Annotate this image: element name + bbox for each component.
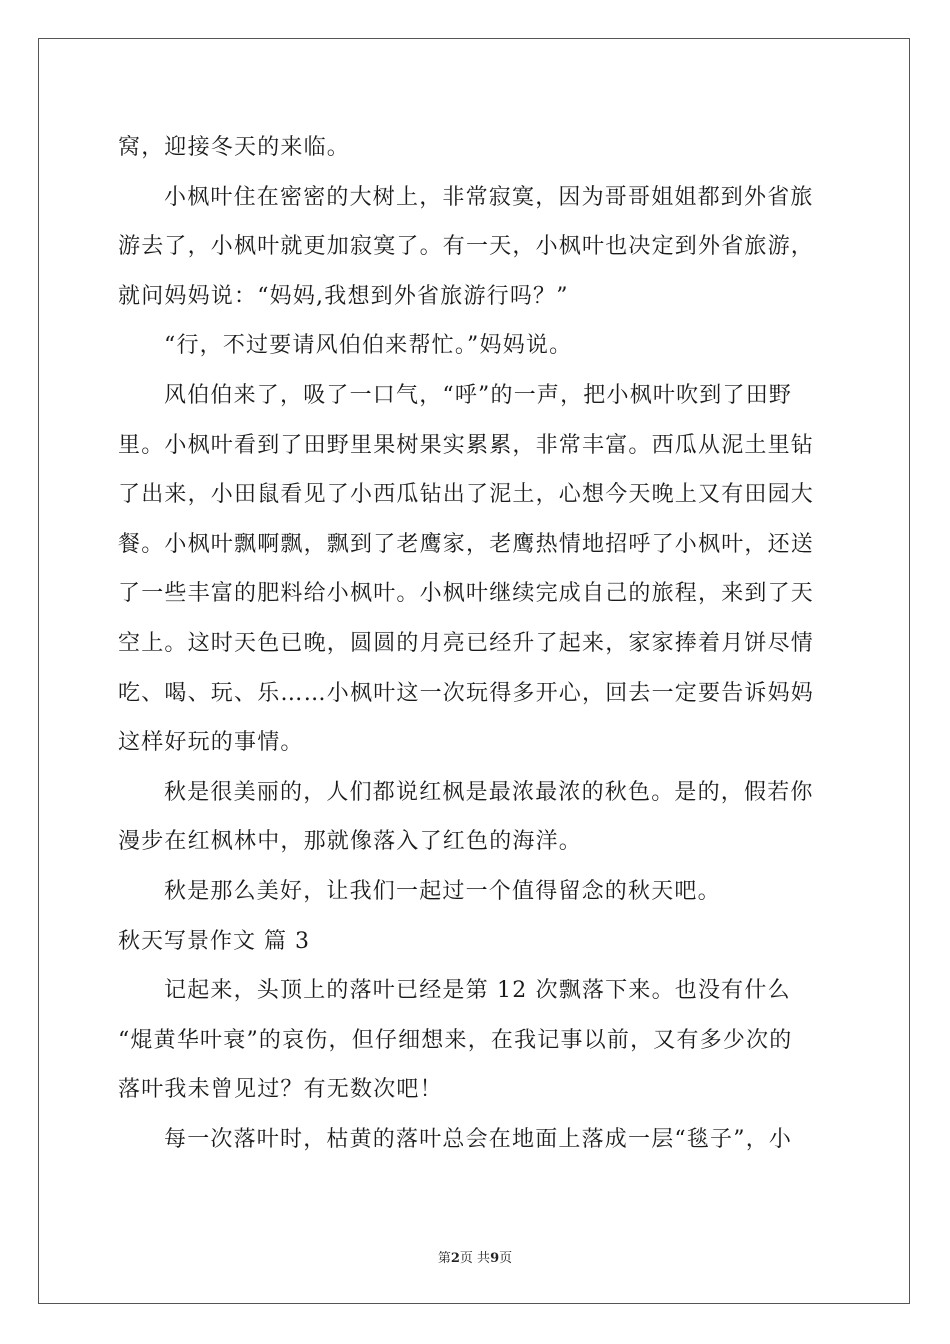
text-line: 了一些丰富的肥料给小枫叶。小枫叶继续完成自己的旅程，来到了天: [118, 581, 815, 607]
footer-total-pages: 9: [490, 1251, 500, 1266]
text-line: 风伯伯来了，吸了一口气，“呼”的一声，把小枫叶吹到了田野: [164, 382, 793, 408]
text-line: 每一次落叶时，枯黄的落叶总会在地面上落成一层“毯子”，小: [164, 1126, 793, 1152]
text-line: 吃、喝、玩、乐……小枫叶这一次玩得多开心，回去一定要告诉妈妈: [118, 680, 815, 706]
text-line: “行，不过要请风伯伯来帮忙。”妈妈说。: [164, 333, 573, 359]
text-line: 记起来，头顶上的落叶已经是第 12 次飘落下来。也没有什么: [164, 978, 791, 1004]
text-line: 了出来，小田鼠看见了小西瓜钻出了泥土，心想今天晚上又有田园大: [118, 482, 815, 508]
text-line: “焜黄华叶衰”的哀伤，但仔细想来，在我记事以前，又有多少次的: [118, 1027, 793, 1053]
text-line: 秋是那么美好，让我们一起过一个值得留念的秋天吧。: [164, 878, 721, 904]
footer-prefix: 第: [437, 1251, 451, 1266]
text-line: 秋是很美丽的，人们都说红枫是最浓最浓的秋色。是的，假若你: [164, 779, 814, 805]
page-footer: [0, 1247, 950, 1266]
text-line: 游去了，小枫叶就更加寂寞了。有一天，小枫叶也决定到外省旅游，: [118, 234, 815, 260]
text-line: 窝，迎接冬天的来临。: [118, 135, 351, 160]
footer-suffix: 页: [499, 1251, 513, 1266]
footer-current-page: 2: [450, 1251, 460, 1266]
footer-middle: 页 共: [459, 1251, 491, 1266]
text-line: 小枫叶住在密密的大树上，非常寂寞，因为哥哥姐姐都到外省旅: [164, 184, 814, 210]
text-line: 空上。这时天色已晚，圆圆的月亮已经升了起来，家家捧着月饼尽情: [118, 630, 815, 656]
text-line: 就问妈妈说：“妈妈,我想到外省旅游行吗？”: [118, 283, 569, 309]
text-line: 里。小枫叶看到了田野里果树果实累累，非常丰富。西瓜从泥土里钻: [118, 432, 815, 458]
text-line: 漫步在红枫林中，那就像落入了红色的海洋。: [118, 829, 583, 855]
document-body: [118, 128, 832, 1169]
text-line: 这样好玩的事情。: [118, 730, 304, 756]
text-line: 餐。小枫叶飘啊飘，飘到了老鹰家，老鹰热情地招呼了小枫叶，还送: [118, 531, 815, 557]
text-line: 落叶我未曾见过？有无数次吧！: [118, 1077, 443, 1103]
section-heading: 秋天写景作文 篇 3: [118, 928, 310, 954]
